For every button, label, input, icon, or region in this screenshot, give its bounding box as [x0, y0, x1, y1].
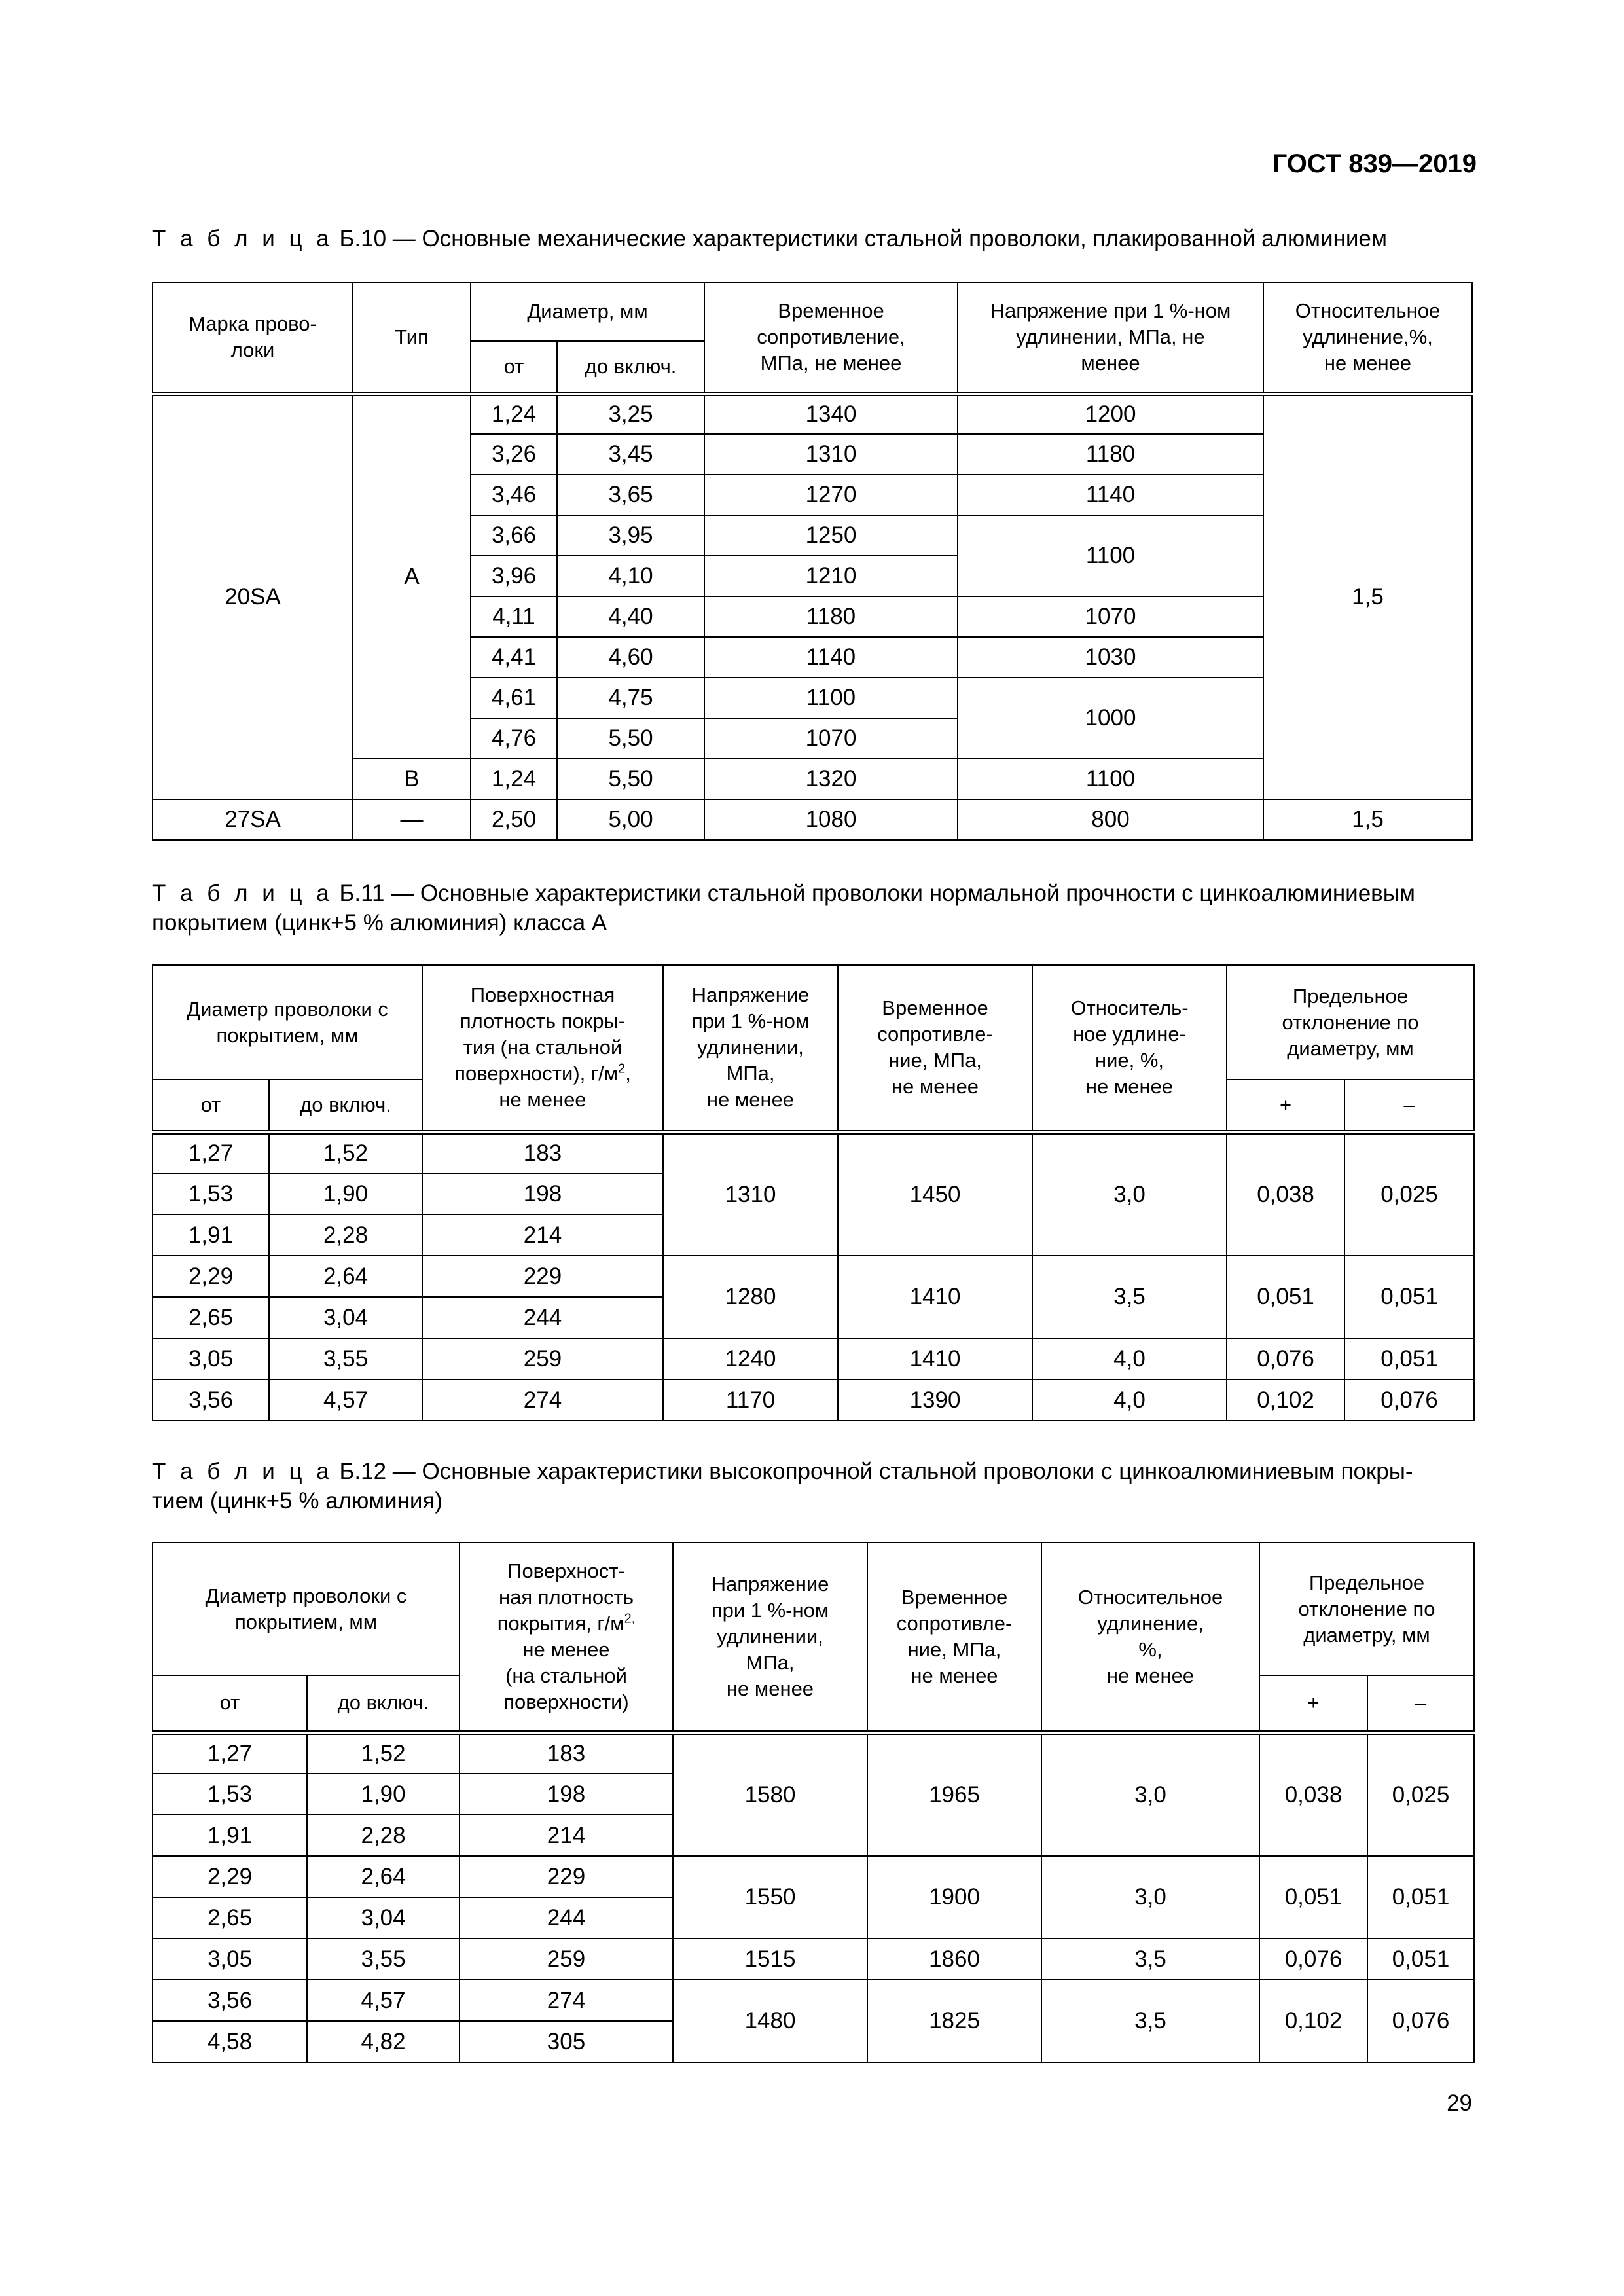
cell-to: 4,60 — [557, 637, 704, 678]
cell-from: 1,53 — [153, 1774, 307, 1815]
cell-from: 2,65 — [153, 1297, 269, 1338]
table-b10 — [152, 282, 1473, 841]
page-number: 29 — [1447, 2090, 1472, 2116]
header-stress: Напряжение при 1 %-ном удлинении, МПа, не менее — [663, 965, 838, 1132]
cell-to: 5,00 — [557, 799, 704, 840]
header-plus: + — [1259, 1675, 1367, 1732]
cell-minus: 0,076 — [1344, 1379, 1474, 1421]
cell-tensile: 1825 — [867, 1980, 1041, 2062]
cell-tensile: 1080 — [704, 799, 958, 840]
cell-minus: 0,051 — [1367, 1856, 1474, 1939]
cell-minus: 0,025 — [1344, 1132, 1474, 1256]
cell-minus: 0,025 — [1367, 1732, 1474, 1856]
cell-from: 4,11 — [471, 596, 557, 637]
table-b11-caption — [152, 879, 1415, 938]
cell-stress: 800 — [958, 799, 1263, 840]
cell-stress: 1070 — [958, 596, 1263, 637]
header-tolerance: Предельное отклонение по диаметру, мм — [1227, 965, 1474, 1080]
header-to: до включ. — [269, 1080, 422, 1132]
cell-from: 4,61 — [471, 678, 557, 718]
table-row — [153, 393, 1472, 434]
header-diameter: Диаметр, мм — [471, 282, 704, 341]
cell-tensile: 1900 — [867, 1856, 1041, 1939]
table-row — [153, 1732, 1474, 1774]
cell-stress: 1140 — [958, 475, 1263, 515]
cell-from: 4,76 — [471, 718, 557, 759]
header-tolerance: Предельное отклонение по диаметру, мм — [1259, 1542, 1474, 1675]
cell-from: 4,41 — [471, 637, 557, 678]
cell-elongation: 1,5 — [1263, 393, 1472, 799]
document-id: ГОСТ 839—2019 — [1272, 149, 1477, 178]
table-title-cont: покрытием (цинк+5 % алюминия) класса А — [152, 910, 607, 936]
table-b10-caption — [152, 224, 1387, 253]
cell-from: 2,29 — [153, 1856, 307, 1897]
cell-tensile: 1100 — [704, 678, 958, 718]
cell-from: 1,27 — [153, 1732, 307, 1774]
cell-tensile: 1210 — [704, 556, 958, 596]
cell-to: 1,90 — [307, 1774, 460, 1815]
cell-stress: 1480 — [673, 1980, 867, 2062]
header-from: от — [153, 1675, 307, 1732]
table-title: Б.11 — Основные характеристики стальной проволоки нормальной прочности с цинкоалюминиевым — [333, 881, 1415, 906]
cell-density: 183 — [422, 1132, 663, 1173]
header-diameter: Диаметр проволоки с покрытием, мм — [153, 965, 422, 1080]
header-elongation: Относитель- ное удлине- ние, %, не менее — [1032, 965, 1227, 1132]
cell-tensile: 1390 — [838, 1379, 1032, 1421]
table-label: Т а б л и ц а — [152, 881, 333, 906]
cell-density: 198 — [460, 1774, 673, 1815]
cell-from: 4,58 — [153, 2021, 307, 2062]
cell-tensile: 1965 — [867, 1732, 1041, 1856]
cell-tensile: 1340 — [704, 393, 958, 434]
cell-stress: 1100 — [958, 759, 1263, 799]
cell-elongation: 3,0 — [1032, 1132, 1227, 1256]
cell-tensile: 1860 — [867, 1939, 1041, 1980]
cell-elongation: 4,0 — [1032, 1379, 1227, 1421]
cell-tensile: 1410 — [838, 1338, 1032, 1379]
cell-tensile: 1450 — [838, 1132, 1032, 1256]
cell-from: 1,91 — [153, 1214, 269, 1256]
cell-stress: 1170 — [663, 1379, 838, 1421]
cell-from: 1,53 — [153, 1173, 269, 1214]
cell-density: 229 — [460, 1856, 673, 1897]
cell-tensile: 1310 — [704, 434, 958, 475]
cell-to: 2,64 — [307, 1856, 460, 1897]
cell-elongation: 3,0 — [1041, 1856, 1259, 1939]
cell-density: 274 — [460, 1980, 673, 2021]
table-row — [153, 1132, 1474, 1173]
header-minus: – — [1344, 1080, 1474, 1132]
cell-to: 1,52 — [269, 1132, 422, 1173]
cell-to: 5,50 — [557, 759, 704, 799]
table-row — [153, 1980, 1474, 2021]
cell-tensile: 1180 — [704, 596, 958, 637]
cell-from: 3,56 — [153, 1379, 269, 1421]
table-row — [153, 799, 1472, 840]
cell-stress: 1030 — [958, 637, 1263, 678]
cell-density: 244 — [460, 1897, 673, 1939]
cell-tensile: 1250 — [704, 515, 958, 556]
table-row — [153, 1256, 1474, 1297]
cell-to: 3,25 — [557, 393, 704, 434]
cell-elongation: 3,0 — [1041, 1732, 1259, 1856]
cell-to: 3,04 — [269, 1297, 422, 1338]
cell-to: 5,50 — [557, 718, 704, 759]
cell-to: 2,64 — [269, 1256, 422, 1297]
cell-plus: 0,102 — [1227, 1379, 1344, 1421]
cell-to: 3,55 — [307, 1939, 460, 1980]
cell-type: А — [353, 393, 471, 759]
cell-tensile: 1410 — [838, 1256, 1032, 1338]
table-label: Т а б л и ц а — [152, 226, 333, 251]
header-from: от — [471, 341, 557, 393]
cell-density: 259 — [460, 1939, 673, 1980]
header-tensile: Временное сопротивле- ние, МПа, не менее — [838, 965, 1032, 1132]
cell-minus: 0,051 — [1344, 1338, 1474, 1379]
cell-mark: 20SA — [153, 393, 353, 799]
cell-from: 1,91 — [153, 1815, 307, 1856]
cell-to: 4,82 — [307, 2021, 460, 2062]
header-plus: + — [1227, 1080, 1344, 1132]
cell-plus: 0,076 — [1259, 1939, 1367, 1980]
cell-from: 2,29 — [153, 1256, 269, 1297]
cell-to: 2,28 — [269, 1214, 422, 1256]
table-b12-caption — [152, 1457, 1413, 1516]
cell-plus: 0,038 — [1259, 1732, 1367, 1856]
cell-density: 274 — [422, 1379, 663, 1421]
header-type: Тип — [353, 282, 471, 393]
cell-plus: 0,076 — [1227, 1338, 1344, 1379]
cell-density: 198 — [422, 1173, 663, 1214]
cell-stress: 1550 — [673, 1856, 867, 1939]
cell-from: 1,27 — [153, 1132, 269, 1173]
cell-density: 183 — [460, 1732, 673, 1774]
cell-from: 3,66 — [471, 515, 557, 556]
cell-minus: 0,076 — [1367, 1980, 1474, 2062]
header-minus: – — [1367, 1675, 1474, 1732]
cell-elongation: 3,5 — [1041, 1939, 1259, 1980]
cell-to: 3,04 — [307, 1897, 460, 1939]
cell-density: 214 — [422, 1214, 663, 1256]
cell-from: 3,26 — [471, 434, 557, 475]
cell-from: 1,24 — [471, 393, 557, 434]
cell-to: 4,10 — [557, 556, 704, 596]
header-tensile: Временное сопротивление, МПа, не менее — [704, 282, 958, 393]
cell-tensile: 1070 — [704, 718, 958, 759]
cell-elongation: 3,5 — [1041, 1980, 1259, 2062]
cell-stress: 1000 — [958, 678, 1263, 759]
cell-plus: 0,051 — [1227, 1256, 1344, 1338]
table-label: Т а б л и ц а — [152, 1459, 333, 1484]
cell-plus: 0,051 — [1259, 1856, 1367, 1939]
cell-from: 3,05 — [153, 1338, 269, 1379]
header-diameter: Диаметр проволоки с покрытием, мм — [153, 1542, 460, 1675]
table-title-cont: тием (цинк+5 % алюминия) — [152, 1488, 443, 1514]
cell-from: 3,56 — [153, 1980, 307, 2021]
header-stress: Напряжение при 1 %-ном удлинении, МПа, не менее — [673, 1542, 867, 1732]
cell-from: 2,65 — [153, 1897, 307, 1939]
cell-tensile: 1140 — [704, 637, 958, 678]
cell-stress: 1240 — [663, 1338, 838, 1379]
table-row — [153, 1338, 1474, 1379]
cell-to: 3,65 — [557, 475, 704, 515]
table-title: Б.10 — Основные механические характеристики стальной проволоки, плакированной алюминием — [333, 226, 1387, 251]
header-elongation: Относительное удлинение, %, не менее — [1041, 1542, 1259, 1732]
header-from: от — [153, 1080, 269, 1132]
cell-stress: 1310 — [663, 1132, 838, 1256]
cell-to: 3,45 — [557, 434, 704, 475]
cell-stress: 1200 — [958, 393, 1263, 434]
cell-to: 1,90 — [269, 1173, 422, 1214]
table-row — [153, 1379, 1474, 1421]
cell-minus: 0,051 — [1344, 1256, 1474, 1338]
header-density: Поверхностная плотность покры- тия (на стальной поверхности), $г/м^2$, не менее — [422, 965, 663, 1132]
cell-to: 3,55 — [269, 1338, 422, 1379]
cell-minus: 0,051 — [1367, 1939, 1474, 1980]
cell-tensile: 1270 — [704, 475, 958, 515]
header-mark: Марка прово- локи — [153, 282, 353, 393]
header-tensile: Временное сопротивле- ние, МПа, не менее — [867, 1542, 1041, 1732]
cell-density: 259 — [422, 1338, 663, 1379]
cell-to: 4,75 — [557, 678, 704, 718]
table-b12 — [152, 1542, 1475, 2063]
cell-type: В — [353, 759, 471, 799]
table-row — [153, 1856, 1474, 1897]
cell-from: 3,46 — [471, 475, 557, 515]
header-density: Поверхност- ная плотность покрытия, $г/м^{2,}$ не менее (на стальной поверхности) — [460, 1542, 673, 1732]
cell-to: 3,95 — [557, 515, 704, 556]
table-row — [153, 1939, 1474, 1980]
table-title: Б.12 — Основные характеристики высокопрочной стальной проволоки с цинкоалюминиевым покры- — [333, 1459, 1413, 1484]
cell-to: 2,28 — [307, 1815, 460, 1856]
cell-to: 4,57 — [307, 1980, 460, 2021]
cell-density: 214 — [460, 1815, 673, 1856]
header-to: до включ. — [307, 1675, 460, 1732]
header-elongation: Относительное удлинение,%, не менее — [1263, 282, 1472, 393]
cell-plus: 0,102 — [1259, 1980, 1367, 2062]
cell-stress: 1515 — [673, 1939, 867, 1980]
cell-elongation: 4,0 — [1032, 1338, 1227, 1379]
cell-to: 4,57 — [269, 1379, 422, 1421]
cell-density: 244 — [422, 1297, 663, 1338]
cell-stress: 1180 — [958, 434, 1263, 475]
cell-tensile: 1320 — [704, 759, 958, 799]
cell-elongation: 3,5 — [1032, 1256, 1227, 1338]
cell-elongation: 1,5 — [1263, 799, 1472, 840]
table-b11 — [152, 964, 1475, 1421]
cell-plus: 0,038 — [1227, 1132, 1344, 1256]
cell-from: 1,24 — [471, 759, 557, 799]
header-to: до включ. — [557, 341, 704, 393]
cell-density: 229 — [422, 1256, 663, 1297]
cell-type: — — [353, 799, 471, 840]
cell-density: 305 — [460, 2021, 673, 2062]
cell-to: 1,52 — [307, 1732, 460, 1774]
cell-to: 4,40 — [557, 596, 704, 637]
cell-stress: 1580 — [673, 1732, 867, 1856]
header-stress: Напряжение при 1 %-ном удлинении, МПа, не менее — [958, 282, 1263, 393]
cell-from: 3,96 — [471, 556, 557, 596]
cell-stress: 1280 — [663, 1256, 838, 1338]
cell-from: 3,05 — [153, 1939, 307, 1980]
cell-mark: 27SA — [153, 799, 353, 840]
cell-from: 2,50 — [471, 799, 557, 840]
cell-stress: 1100 — [958, 515, 1263, 596]
